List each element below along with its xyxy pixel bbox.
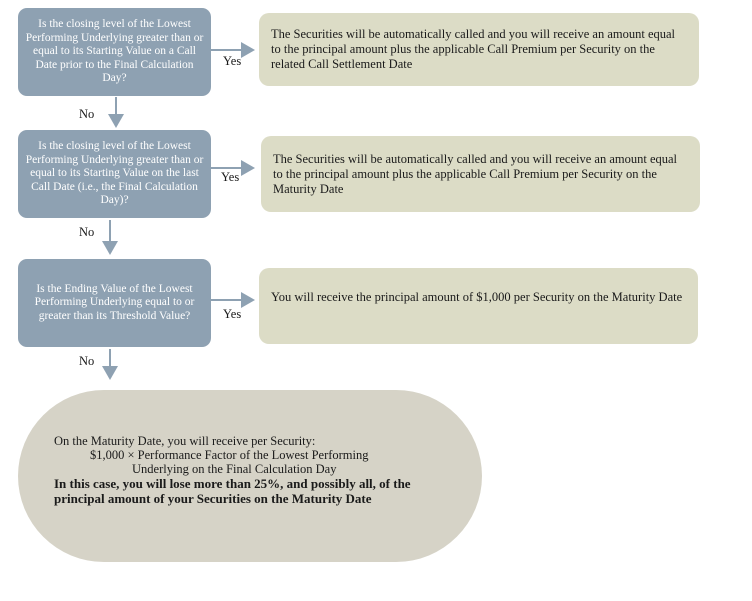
outcome-box-2 xyxy=(261,136,700,212)
question-text-3: Is the Ending Value of the Lowest Performing Underlying equal to or greater than its Threshold Value? xyxy=(34,282,195,322)
no-label-1: No xyxy=(79,107,95,121)
yes-label-3: Yes xyxy=(223,307,242,321)
final-formula-line1: $1,000 × Performance Factor of the Lowest Performing xyxy=(90,448,369,462)
question-box-2 xyxy=(18,130,211,218)
outcome-text-3: You will receive the principal amount of $1,000 per Security on the Maturity Date xyxy=(271,290,683,304)
outcome-text-2: The Securities will be automatically called and you will receive an amount equal to the principal amount plus the applicable Call Premium per Security on the Maturity Date xyxy=(273,151,678,196)
final-warning: In this case, you will lose more than 25%, and possibly all, of the principal amount of your Securities on the Maturity Date xyxy=(54,476,411,506)
outcome-box-3 xyxy=(259,268,698,344)
outcome-box-1 xyxy=(259,13,699,86)
outcome-text-1: The Securities will be automatically called and you will receive an amount equal to the principal amount plus the applicable Call Premium per Security on the related Call Settlement Date xyxy=(271,27,676,71)
yes-label-2: Yes xyxy=(221,170,240,184)
question-text-2: Is the closing level of the Lowest Performing Underlying greater than or equal to its Starting Value on the last Call Date (i.e., the Final Calculation Day)? xyxy=(25,140,204,207)
question-box-1 xyxy=(18,8,211,96)
no-label-2: No xyxy=(79,225,95,239)
final-formula-line2: Underlying on the Final Calculation Day xyxy=(132,462,337,476)
yes-label-1: Yes xyxy=(223,54,242,68)
question-text-1: Is the closing level of the Lowest Performing Underlying greater than or equal to its Starting Value on a Call Date prior to the Final Calculation Day? xyxy=(25,18,204,85)
final-outcome-box xyxy=(18,390,482,562)
final-intro: On the Maturity Date, you will receive per Security: xyxy=(54,434,316,448)
no-label-3: No xyxy=(79,354,95,368)
question-box-3 xyxy=(18,259,211,347)
